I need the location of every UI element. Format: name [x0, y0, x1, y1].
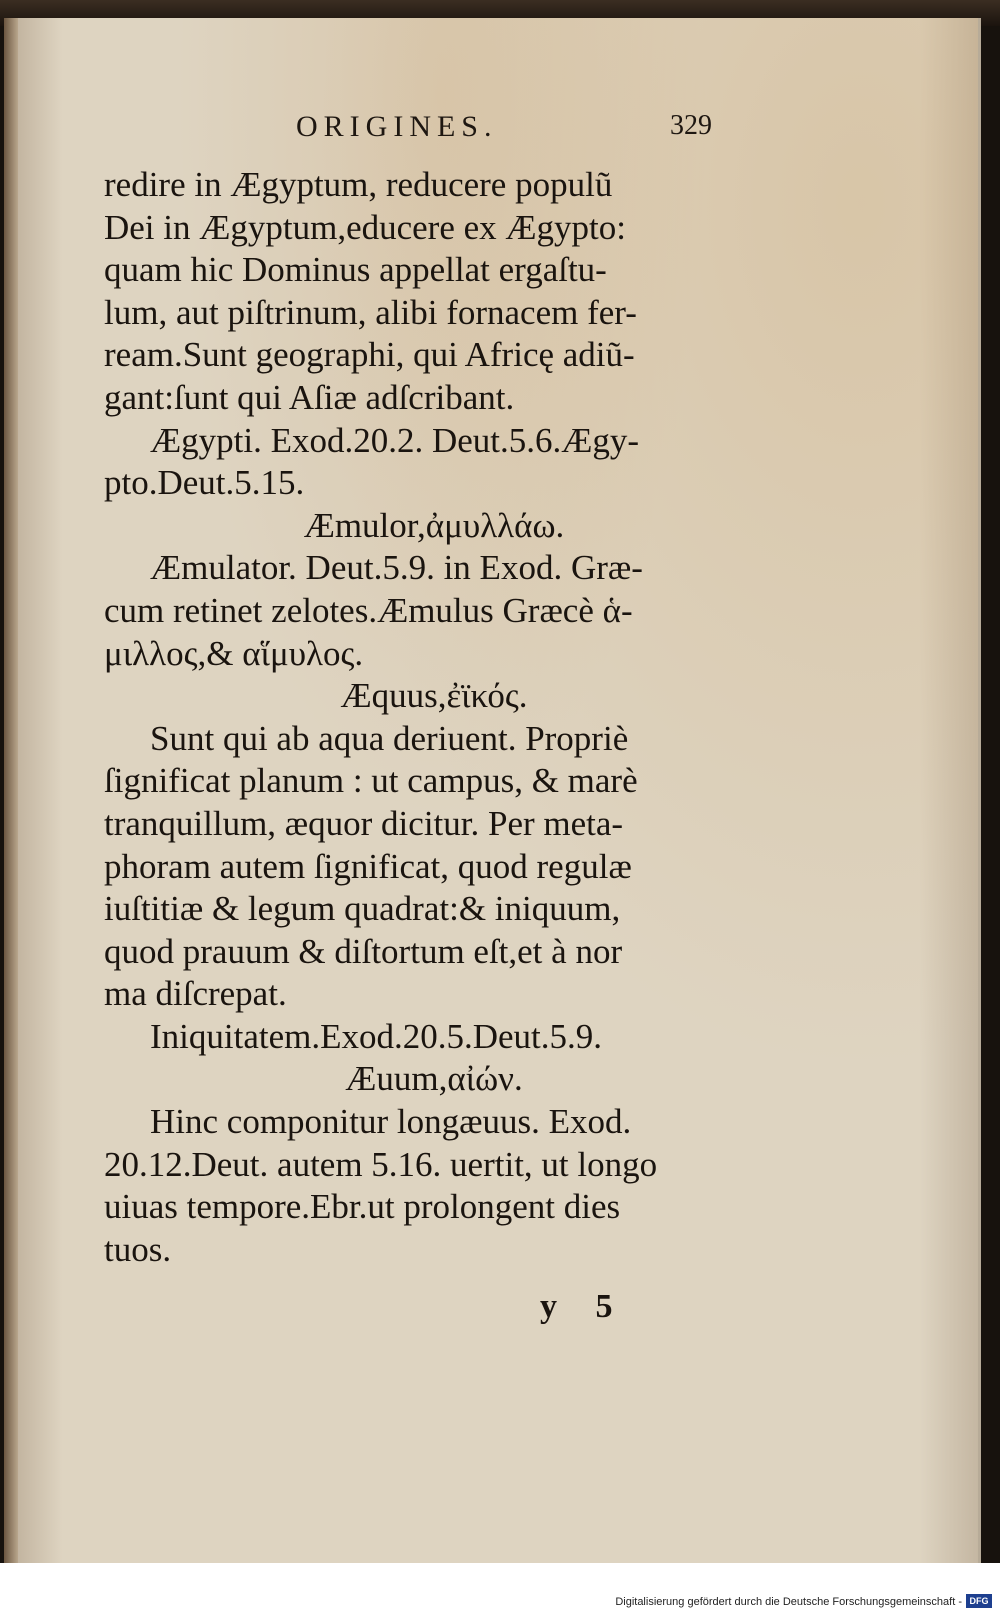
text-line: Sunt qui ab aqua deriuent. Propriè: [150, 718, 629, 758]
entry-heading: Æquus,ἐϊκός.: [340, 676, 528, 716]
text-line: uiuas tempore.Ebr.ut prolongent dies: [104, 1187, 621, 1227]
text-line: cum retinet zelotes.Æmulus Græcè ἁ-: [104, 590, 633, 630]
text-line: Dei in Ægyptum,educere ex Ægypto:: [104, 207, 626, 247]
running-head: ORIGINES.: [296, 110, 498, 143]
body-text: [104, 164, 724, 1271]
signature-mark: y 5: [540, 1288, 613, 1325]
text-line: tranquillum, æquor dicitur. Per meta-: [104, 803, 624, 843]
text-line: quod prauum & diſtortum eſt,et à nor: [104, 931, 623, 971]
text-line: Æmulator. Deut.5.9. in Exod. Græ-: [150, 548, 643, 588]
entry-heading: Æmulor,ἀμυλλάω.: [303, 505, 565, 545]
entry-heading: Æuum,αἰών.: [345, 1059, 523, 1099]
text-line: Hinc componitur longæuus. Exod.: [150, 1102, 632, 1142]
book-page: [4, 18, 981, 1563]
text-line: ſignificat planum : ut campus, & marè: [104, 761, 638, 801]
text-line: ma diſcrepat.: [104, 974, 287, 1014]
text-line: ream.Sunt geographi, qui Africę adiũ-: [104, 335, 635, 375]
text-line: pto.Deut.5.15.: [104, 463, 305, 503]
funding-credit: Digitalisierung gefördert durch die Deutsche Forschungsgemeinschaft -: [615, 1596, 962, 1608]
page-gutter-shadow: [4, 18, 18, 1563]
text-line: μιλλος,& αἵμυλος.: [104, 633, 364, 673]
text-line: Iniquitatem.Exod.20.5.Deut.5.9.: [150, 1016, 603, 1056]
text-line: Ægypti. Exod.20.2. Deut.5.6.Ægy-: [150, 420, 640, 460]
footer-bar: [0, 1563, 1000, 1615]
text-line: tuos.: [104, 1229, 172, 1269]
text-line: lum, aut piſtrinum, alibi fornacem fer-: [104, 292, 637, 332]
text-line: 20.12.Deut. autem 5.16. uertit, ut longo: [104, 1144, 658, 1184]
page-number: 329: [670, 110, 712, 141]
text-line: gant:ſunt qui Aſiæ adſcribant.: [104, 377, 515, 417]
text-line: redire in Ægyptum, reducere populũ: [104, 165, 613, 204]
text-line: iuſtitiæ & legum quadrat:& iniquum,: [104, 889, 621, 929]
text-line: phoram autem ſignificat, quod regulæ: [104, 846, 632, 886]
dfg-logo-icon: DFG: [966, 1594, 992, 1608]
page-header: [4, 110, 978, 150]
text-line: quam hic Dominus appellat ergaſtu-: [104, 250, 607, 290]
